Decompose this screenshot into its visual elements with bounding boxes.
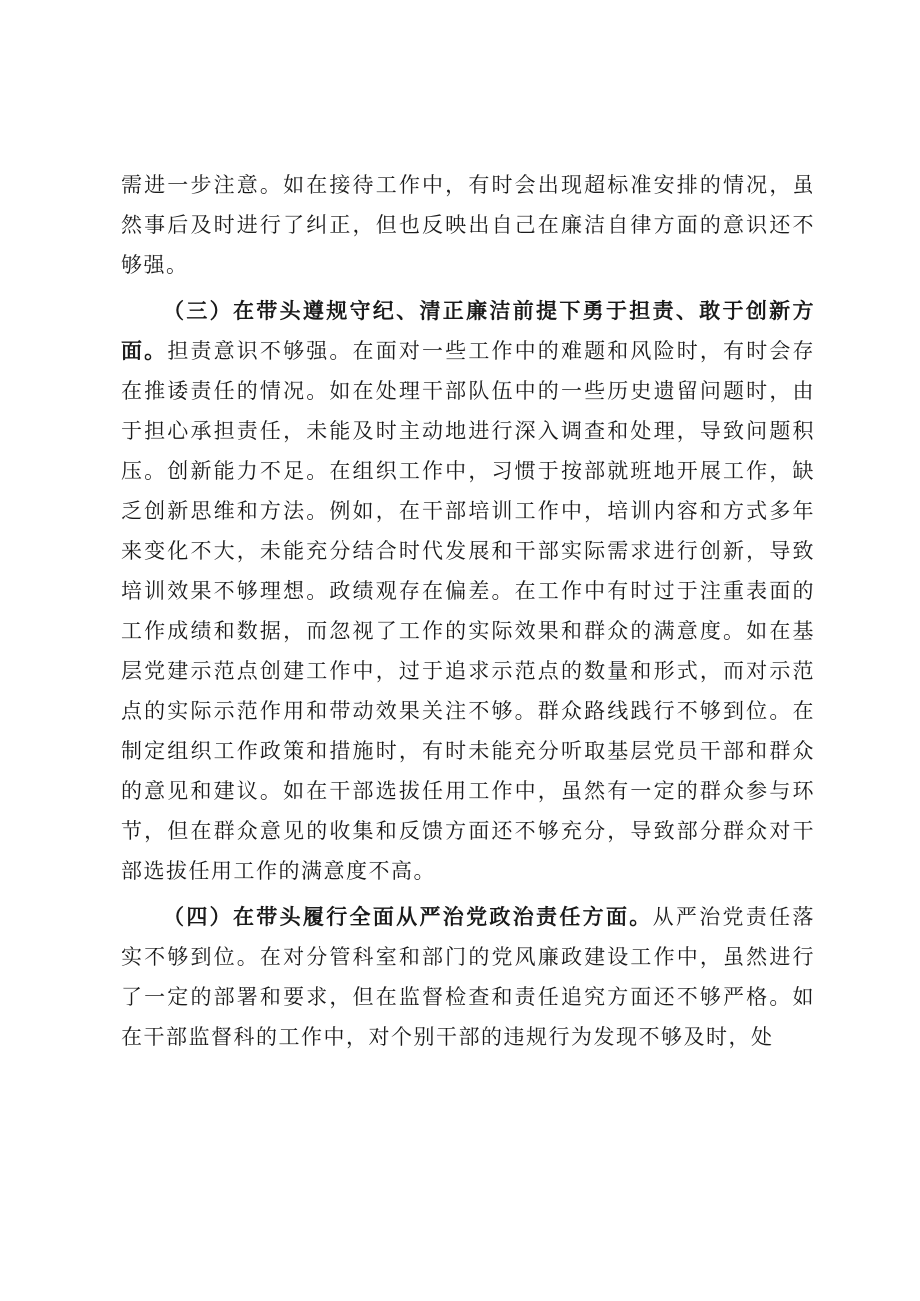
paragraph-text: 担责意识不够强。在面对一些工作中的难题和风险时，有时会存在推诿责任的情况。如在处理干部队伍中的一些历史遗留问题时，由于担心承担责任，未能及时主动地进行深入调查和处理，导致问题积压。创新能力不足。在组织工作中，习惯于按部就班地开展工作，缺乏创新思维和方法。例如，在干部培训工作中，培训内容和方式多年来变化不大，未能充分结合时代发展和干部实际需求进行创新，导致培训效果不够理想。政绩观存在偏差。在工作中有时过于注重表面的工作成绩和数据，而忽视了工作的实际效果和群众的满意度。如在基层党建示范点创建工作中，过于追求示范点的数量和形式，而对示范点的实际示范作用和带动效果关注不够。群众路线践行不够到位。在制定组织工作政策和措施时，有时未能充分听取基层党员干部和群众的意见和建议。如在干部选拔任用工作中，虽然有一定的群众参与环节，但在群众意见的收集和反馈方面还不够充分，导致部分群众对干部选拔任用工作的满意度不高。 [121,339,815,883]
paragraph-section-three [121,291,815,891]
section-heading: （三）在带头遵规守纪、清正廉洁前提下勇于担责、敢于创新方面。 [121,299,815,363]
paragraph-text: 从严治党责任落实不够到位。在对分管科室和部门的党风廉政建设工作中，虽然进行了一定的部署和要求，但在监督检查和责任追究方面还不够严格。如在干部监督科的工作中，对个别干部的违规行为发现不够及时，处 [121,905,815,1049]
document-body [121,165,815,1063]
section-heading: （四）在带头履行全面从严治党政治责任方面。 [163,905,653,929]
paragraph-text: 需进一步注意。如在接待工作中，有时会出现超标准安排的情况，虽然事后及时进行了纠正，但也反映出自己在廉洁自律方面的意识还不够强。 [121,173,815,277]
paragraph-continuation [121,165,815,285]
paragraph-section-four [121,897,815,1057]
